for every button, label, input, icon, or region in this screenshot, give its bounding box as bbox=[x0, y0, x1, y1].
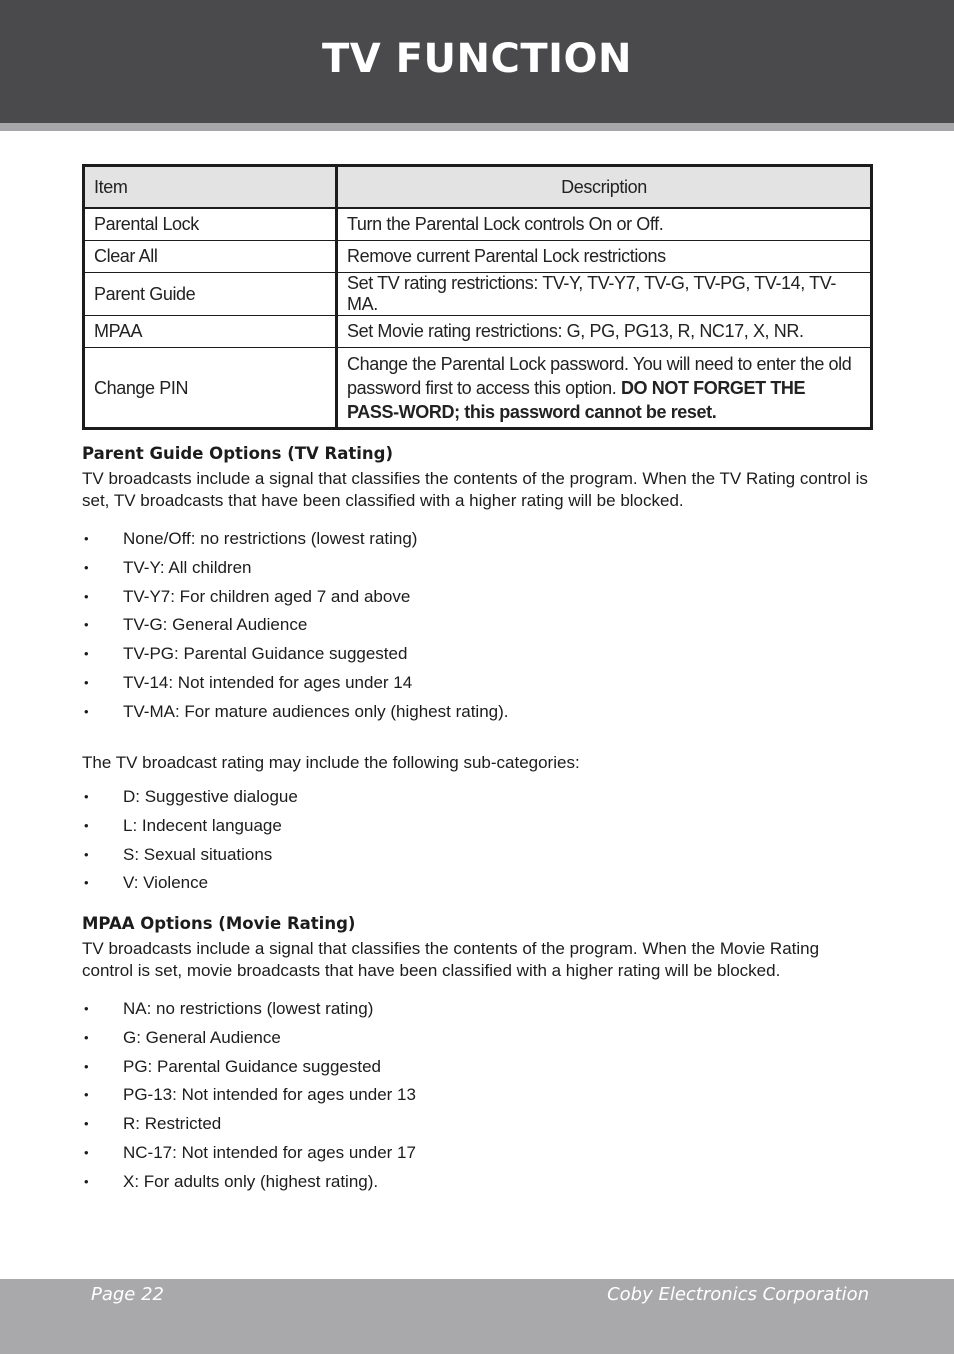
bullet-icon: • bbox=[84, 559, 89, 575]
list-item: • PG-13: Not intended for ages under 13 bbox=[82, 1081, 874, 1110]
bullet-icon: • bbox=[84, 875, 89, 891]
table-cell-description: Set Movie rating restrictions: G, PG, PG13, R, NC17, X, NR. bbox=[337, 316, 872, 348]
list-item: • PG: Parental Guidance suggested bbox=[82, 1053, 874, 1082]
table-cell-description: Set TV rating restrictions: TV-Y, TV-Y7, TV-G, TV-PG, TV-14, TV-MA. bbox=[337, 273, 872, 316]
list-item: • TV-G: General Audience bbox=[82, 611, 874, 640]
table-cell-description bbox=[337, 348, 872, 429]
table-cell-item: Clear All bbox=[84, 241, 337, 273]
table-row bbox=[84, 208, 872, 241]
table-cell-description: Turn the Parental Lock controls On or Off. bbox=[337, 208, 872, 241]
bullet-icon: • bbox=[84, 646, 89, 662]
bullet-icon: • bbox=[84, 531, 89, 546]
mpaa-heading: MPAA Options (Movie Rating) bbox=[82, 914, 356, 933]
list-item: • TV-Y7: For children aged 7 and above bbox=[82, 583, 874, 612]
page-title: TV FUNCTION bbox=[322, 36, 632, 82]
parental-lock-table bbox=[82, 164, 873, 430]
bullet-icon: • bbox=[84, 588, 89, 604]
table-row bbox=[84, 316, 872, 348]
list-item: • None/Off: no restrictions (lowest rating) bbox=[82, 525, 874, 554]
bullet-icon: • bbox=[84, 817, 89, 833]
list-item: • V: Violence bbox=[82, 869, 874, 898]
mpaa-section bbox=[82, 914, 874, 982]
bullet-icon: • bbox=[84, 1058, 89, 1074]
bullet-icon: • bbox=[84, 1173, 89, 1189]
table-cell-item: Change PIN bbox=[84, 348, 337, 429]
list-item: • NC-17: Not intended for ages under 17 bbox=[82, 1139, 874, 1168]
list-item: • D: Suggestive dialogue bbox=[82, 783, 874, 812]
table-header-item: Item bbox=[84, 166, 337, 209]
bullet-icon: • bbox=[84, 674, 89, 690]
bullet-icon: • bbox=[84, 846, 89, 862]
list-item: • L: Indecent language bbox=[82, 812, 874, 841]
list-item: • TV-MA: For mature audiences only (highest rating). bbox=[82, 698, 874, 727]
bullet-icon: • bbox=[84, 617, 89, 633]
list-item: • NA: no restrictions (lowest rating) bbox=[82, 995, 874, 1024]
table-cell-item: Parent Guide bbox=[84, 273, 337, 316]
movie-rating-list bbox=[82, 995, 874, 1197]
table-cell-item: Parental Lock bbox=[84, 208, 337, 241]
bullet-icon: • bbox=[84, 703, 89, 719]
list-item: • X: For adults only (highest rating). bbox=[82, 1168, 874, 1197]
parent-guide-section bbox=[82, 444, 874, 512]
parent-guide-intro: TV broadcasts include a signal that classifies the contents of the program. When the TV Rating control is set, TV broadcasts that have been classified with a higher rating will be blocked. bbox=[82, 469, 868, 510]
table-row bbox=[84, 241, 872, 273]
list-item: • TV-Y: All children bbox=[82, 554, 874, 583]
change-pin-description: Change the Parental Lock password. You will need to enter the old password first to access this option. bbox=[347, 353, 852, 398]
list-item: • TV-14: Not intended for ages under 14 bbox=[82, 669, 874, 698]
bullet-icon: • bbox=[84, 1087, 89, 1103]
bullet-icon: • bbox=[84, 789, 89, 804]
company-name: Coby Electronics Corporation bbox=[607, 1284, 869, 1305]
bullet-icon: • bbox=[84, 1001, 89, 1016]
mpaa-intro: TV broadcasts include a signal that classifies the contents of the program. When the Movie Rating control is set, movie broadcasts that have been classified with a higher rating will be blocked. bbox=[82, 939, 820, 980]
table-cell-description: Remove current Parental Lock restrictions bbox=[337, 241, 872, 273]
bullet-icon: • bbox=[84, 1116, 89, 1132]
tv-rating-list bbox=[82, 525, 874, 727]
table-row bbox=[84, 348, 872, 429]
sub-category-list bbox=[82, 783, 874, 898]
table-cell-item: MPAA bbox=[84, 316, 337, 348]
change-pin-warning: DO NOT FORGET THE PASS-WORD; this password cannot be reset. bbox=[347, 377, 806, 422]
parent-guide-heading: Parent Guide Options (TV Rating) bbox=[82, 444, 394, 463]
bullet-icon: • bbox=[84, 1029, 89, 1045]
header-stripe bbox=[0, 123, 954, 131]
list-item: • G: General Audience bbox=[82, 1024, 874, 1053]
sub-categories-intro: The TV broadcast rating may include the following sub-categories: bbox=[82, 753, 580, 772]
page-number: Page 22 bbox=[91, 1284, 165, 1305]
table-header-description: Description bbox=[337, 166, 872, 209]
list-item: • S: Sexual situations bbox=[82, 841, 874, 870]
table-row bbox=[84, 273, 872, 316]
bullet-icon: • bbox=[84, 1144, 89, 1160]
list-item: • TV-PG: Parental Guidance suggested bbox=[82, 640, 874, 669]
list-item: • R: Restricted bbox=[82, 1110, 874, 1139]
